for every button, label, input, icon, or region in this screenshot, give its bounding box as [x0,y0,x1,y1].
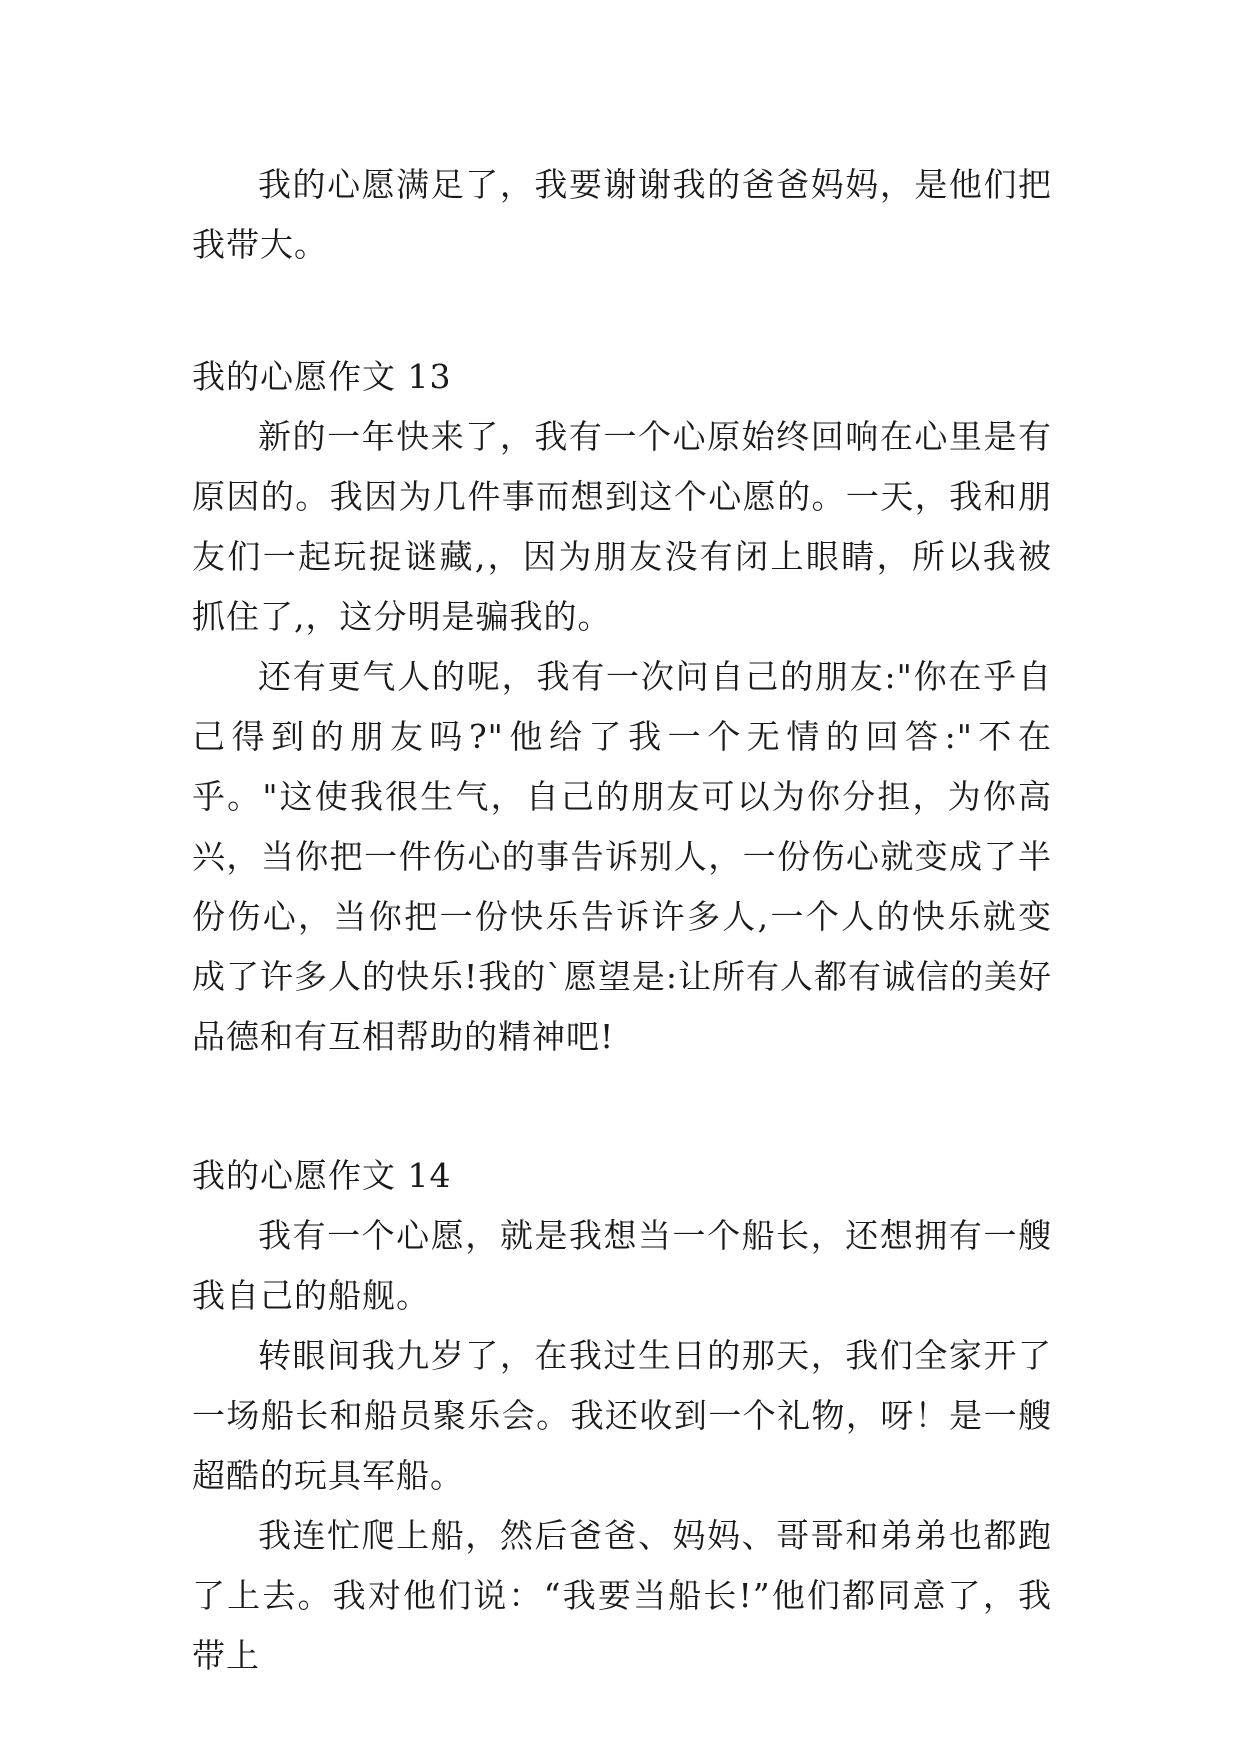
section-paragraph: 我有一个心愿，就是我想当一个船长，还想拥有一艘我自己的船舰。 [192,1216,1052,1315]
section-spacer [192,275,1052,347]
section-paragraph: 还有更气人的呢，我有一次问自己的朋友:"你在乎自己得到的朋友吗?"他给了我一个无情的回答:"不在乎。"这使我很生气，自己的朋友可以为你分担，为你高兴，当你把一件伤心的事告诉别人，一份伤心就变成了半份伤心，当你把一份快乐告诉许多人,一个人的快乐就变成了许多人的快乐!我的`愿望是:让所有人都有诚信的美好品德和有互相帮助的精神吧! [192,657,1052,1056]
opening-paragraph: 我的心愿满足了，我要谢谢我的爸爸妈妈，是他们把我带大。 [192,165,1052,264]
section-paragraph: 我连忙爬上船，然后爸爸、妈妈、哥哥和弟弟也都跑了上去。我对他们说：“我要当船长!”他们都同意了，我带上 [192,1516,1052,1675]
document-body [192,155,1052,1686]
section-heading: 我的心愿作文 13 [192,357,452,396]
essay-section-14 [192,1146,1052,1686]
section-spacer [192,1067,1052,1146]
section-paragraph: 新的一年快来了，我有一个心原始终回响在心里是有原因的。我因为几件事而想到这个心愿的。一天，我和朋友们一起玩捉谜藏,，因为朋友没有闭上眼睛，所以我被抓住了,，这分明是骗我的。 [192,417,1052,636]
section-paragraph: 转眼间我九岁了，在我过生日的那天，我们全家开了一场船长和船员聚乐会。我还收到一个礼物，呀！是一艘超酷的玩具军船。 [192,1336,1052,1495]
essay-section-13 [192,347,1052,1067]
section-heading: 我的心愿作文 14 [192,1156,452,1195]
